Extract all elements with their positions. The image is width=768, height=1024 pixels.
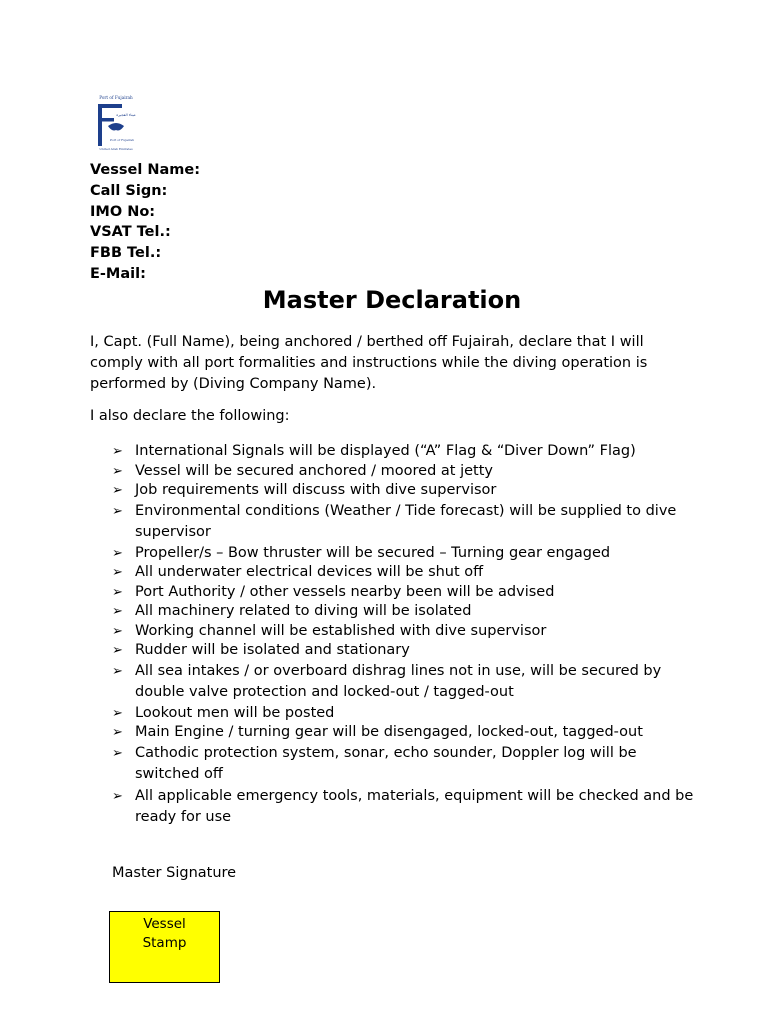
logo-arabic-text: ميناء الفجيرة bbox=[116, 113, 136, 117]
vessel-name-label: Vessel Name: bbox=[90, 162, 201, 178]
arrow-bullet-icon: ➢ bbox=[112, 745, 123, 761]
arrow-bullet-icon: ➢ bbox=[112, 725, 123, 740]
list-item bbox=[112, 501, 702, 544]
list-item-text: Port Authority / other vessels nearby been will be advised bbox=[135, 583, 555, 600]
list-item-text: All underwater electrical devices will be shut off bbox=[135, 564, 484, 580]
list-item bbox=[112, 544, 702, 564]
email-label: E-Mail: bbox=[90, 265, 146, 282]
logo-bottom-text-1: Port of Fujairah bbox=[109, 138, 135, 142]
imo-no-label: IMO No: bbox=[90, 203, 156, 220]
arrow-bullet-icon: ➢ bbox=[112, 503, 123, 519]
logo-top-text: Port of Fujairah bbox=[99, 95, 133, 100]
list-item-text: Lookout men will be posted bbox=[135, 704, 335, 721]
arrow-bullet-icon: ➢ bbox=[112, 444, 123, 459]
list-item bbox=[112, 661, 702, 704]
arrow-bullet-icon: ➢ bbox=[112, 565, 123, 580]
list-item bbox=[112, 481, 702, 501]
arrow-bullet-icon: ➢ bbox=[112, 463, 123, 479]
list-item-text: Cathodic protection system, sonar, echo sounder, Doppler log will be switched off bbox=[135, 744, 637, 782]
arrow-bullet-icon: ➢ bbox=[112, 584, 123, 600]
list-item-text: All applicable emergency tools, materials, equipment will be checked and be ready for use bbox=[135, 787, 694, 825]
list-item-text: Rudder will be isolated and stationary bbox=[135, 642, 410, 658]
logo-graphic bbox=[94, 94, 138, 152]
arrow-bullet-icon: ➢ bbox=[112, 545, 123, 561]
list-item bbox=[112, 442, 702, 462]
list-item bbox=[112, 641, 702, 661]
list-item-text: Propeller/s – Bow thruster will be secured – Turning gear engaged bbox=[135, 544, 611, 561]
list-item bbox=[112, 723, 702, 743]
list-item bbox=[112, 786, 702, 829]
arrow-bullet-icon: ➢ bbox=[112, 604, 123, 619]
call-sign-label: Call Sign: bbox=[90, 182, 168, 199]
logo-wave-icon bbox=[108, 123, 124, 131]
vessel-stamp-box bbox=[109, 911, 220, 983]
logo-f-top-bar bbox=[98, 104, 122, 108]
vessel-info-fields bbox=[90, 160, 200, 285]
list-item-text: Environmental conditions (Weather / Tide forecast) will be supplied to dive supervisor bbox=[135, 502, 677, 540]
arrow-bullet-icon: ➢ bbox=[112, 663, 123, 679]
declaration-list bbox=[112, 442, 702, 829]
list-item bbox=[112, 602, 702, 622]
fbb-tel-label: FBB Tel.: bbox=[90, 245, 162, 262]
arrow-bullet-icon: ➢ bbox=[112, 483, 123, 498]
list-item-text: Main Engine / turning gear will be disengaged, locked-out, tagged-out bbox=[135, 724, 643, 740]
arrow-bullet-icon: ➢ bbox=[112, 643, 123, 658]
list-item bbox=[112, 622, 702, 642]
list-item-text: Job requirements will discuss with dive supervisor bbox=[135, 482, 497, 498]
list-item-text: Vessel will be secured anchored / moored at jetty bbox=[135, 462, 493, 479]
document-title: Master Declaration bbox=[262, 286, 522, 314]
list-item bbox=[112, 462, 702, 482]
master-signature-label: Master Signature bbox=[112, 865, 237, 881]
logo-bottom-text-2: United Arab Emirates bbox=[99, 147, 133, 151]
list-item bbox=[112, 583, 702, 603]
stamp-line-1: Vessel bbox=[143, 916, 186, 932]
list-item-text: Working channel will be established with dive supervisor bbox=[135, 622, 547, 639]
list-item bbox=[112, 743, 702, 786]
vsat-tel-label: VSAT Tel.: bbox=[90, 224, 171, 241]
list-item-text: All sea intakes / or overboard dishrag lines not in use, will be secured by double valve protection and locked-out / tagged-out bbox=[135, 662, 662, 700]
logo-f-stem bbox=[98, 104, 102, 146]
list-item bbox=[112, 563, 702, 583]
list-item-text: All machinery related to diving will be isolated bbox=[135, 603, 472, 619]
arrow-bullet-icon: ➢ bbox=[112, 788, 123, 804]
arrow-bullet-icon: ➢ bbox=[112, 705, 123, 721]
intro-paragraph: I, Capt. (Full Name), being anchored / berthed off Fujairah, declare that I will comply with all port formalities and instructions while the diving operation is performed by (Diving Company Name). bbox=[90, 334, 648, 392]
stamp-line-2: Stamp bbox=[142, 935, 187, 951]
list-item bbox=[112, 704, 702, 724]
declaration-lead: I also declare the following: bbox=[90, 408, 290, 424]
logo-f-mid-bar bbox=[98, 118, 114, 122]
arrow-bullet-icon: ➢ bbox=[112, 623, 123, 639]
port-of-fujairah-logo bbox=[94, 94, 138, 152]
list-item-text: International Signals will be displayed (“A” Flag & “Diver Down” Flag) bbox=[135, 443, 636, 459]
